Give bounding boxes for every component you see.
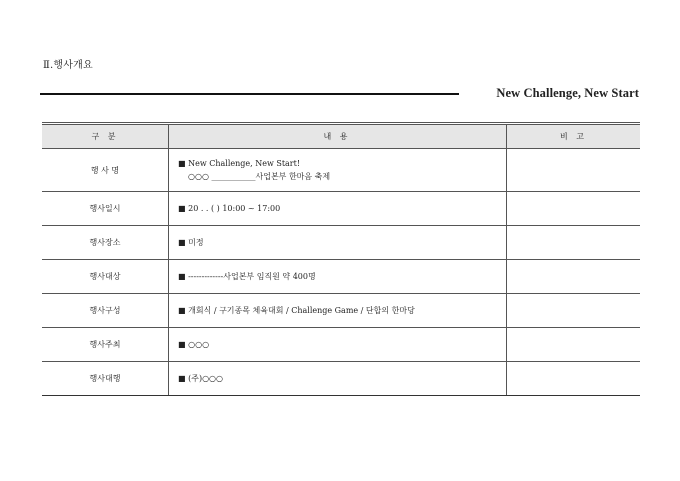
- row-label: 행사대행: [42, 362, 169, 396]
- event-overview-table: [42, 122, 640, 396]
- table-row: [42, 294, 640, 328]
- row-note: [507, 294, 641, 328]
- row-content-line: ■ 개회식 / 구기종목 체육대회 / Challenge Game / 단합의 한마당: [178, 306, 415, 315]
- row-note: [507, 328, 641, 362]
- header-remarks: 비 고: [507, 124, 641, 149]
- row-content: [169, 294, 507, 328]
- row-note: [507, 226, 641, 260]
- slogan: New Challenge, New Start: [496, 86, 639, 100]
- table-row: [42, 260, 640, 294]
- table-header-row: [42, 124, 640, 149]
- row-content-line: ■ 20 . . ( ) 10:00 ~ 17:00: [178, 204, 281, 213]
- title-rule: [40, 93, 459, 95]
- row-content: [169, 192, 507, 226]
- row-label: 행사대상: [42, 260, 169, 294]
- row-note: [507, 362, 641, 396]
- row-content-line: ○○○ ___________사업본부 한마음 축제: [188, 172, 331, 181]
- section-title: Ⅱ.행사개요: [43, 60, 93, 71]
- table-row: [42, 226, 640, 260]
- table-row: [42, 192, 640, 226]
- header-content: 내 용: [169, 124, 507, 149]
- row-label: 행사주최: [42, 328, 169, 362]
- row-content-line: ■ -------------사업본부 임직원 약 400명: [178, 272, 316, 281]
- row-content: [169, 149, 507, 192]
- table-row: [42, 149, 640, 192]
- row-content: [169, 328, 507, 362]
- row-label: 행사장소: [42, 226, 169, 260]
- row-content: [169, 226, 507, 260]
- row-content-line: ■ (주)○○○: [178, 374, 224, 383]
- row-content-line: ■ New Challenge, New Start!: [178, 159, 301, 168]
- header-category: 구 분: [42, 124, 169, 149]
- row-content: [169, 362, 507, 396]
- row-note: [507, 260, 641, 294]
- row-content-line: ■ ○○○: [178, 340, 210, 349]
- row-content: [169, 260, 507, 294]
- row-label: 행사구성: [42, 294, 169, 328]
- row-note: [507, 149, 641, 192]
- table-row: [42, 362, 640, 396]
- row-label: 행사일시: [42, 192, 169, 226]
- row-content-line: ■ 미정: [178, 238, 204, 247]
- table-row: [42, 328, 640, 362]
- row-note: [507, 192, 641, 226]
- row-label: 행 사 명: [42, 149, 169, 192]
